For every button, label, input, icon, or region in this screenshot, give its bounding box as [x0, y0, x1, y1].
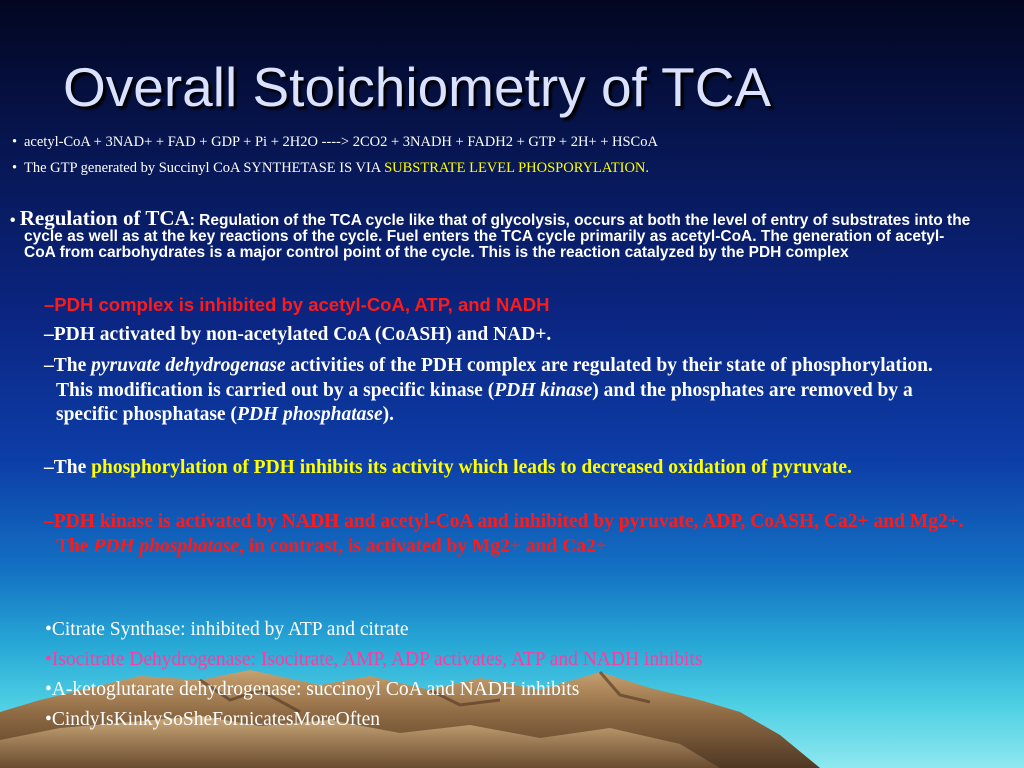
bullet-dot-icon: • — [10, 212, 20, 229]
pdh-activated-item — [44, 323, 971, 348]
pdh-state-italic-2: PDH kinase — [494, 379, 593, 401]
bullet-dot-icon: • — [12, 134, 18, 150]
enzyme-item-ketoglutarate-dehydrogenase — [45, 679, 579, 701]
kinase-text-1: PDH kinase is activated by NADH and acetyl-CoA and inhibited by pyruvate, ADP, CoASH, Ca2+ and Mg2+. The — [53, 511, 964, 557]
pdh-state-text-2: activities of the PDH complex are regulated by their state of phosphorylation. This modification is carried out by a specific kinase ( — [56, 355, 933, 401]
enzyme-item-mnemonic — [45, 709, 380, 731]
enzyme-item-isocitrate-dehydrogenase — [45, 649, 702, 671]
gtp-bullet — [12, 160, 649, 177]
phosphorylation-item — [44, 456, 971, 481]
gtp-text: The GTP generated by Succinyl CoA SYNTHETASE IS VIA — [24, 160, 385, 176]
pdh-state-italic-1: pyruvate dehydrogenase — [91, 355, 286, 376]
dash-icon: – — [44, 324, 54, 345]
pdh-inhibited-text: PDH complex is inhibited by acetyl-CoA, ATP, and NADH — [54, 294, 550, 315]
pdh-state-item — [44, 354, 971, 428]
enzyme-text-mnemonic: CindyIsKinkySoSheFornicatesMoreOften — [51, 709, 381, 730]
pdh-state-text-4: ). — [382, 404, 395, 425]
pdh-state-italic-3: PDH phosphatase — [236, 404, 383, 425]
bullet-dot-icon: • — [12, 160, 18, 176]
enzyme-text-ketoglutarate-dehydrogenase: A-ketoglutarate dehydrogenase: succinoyl CoA and NADH inhibits — [51, 679, 580, 700]
phosphorylation-text: The — [53, 457, 92, 478]
bullet-dot-icon: • — [45, 679, 52, 700]
kinase-italic: PDH phosphatase — [93, 535, 240, 557]
regulation-body: : Regulation of the TCA cycle like that of glycolysis, occurs at both the level of entry of substrates into the cycle as well as at the key reactions of the cycle. Fuel enters the TCA cycle primarily as acetyl-CoA. The generation of acetyl-CoA from carbohydrates is a major control point of the cycle. This is the reaction catalyzed by the PDH complex — [24, 212, 971, 261]
kinase-item — [44, 510, 971, 559]
phosphorylation-highlight: phosphorylation of PDH inhibits its activity which leads to decreased oxidation of pyruvate. — [91, 457, 852, 478]
enzyme-text-citrate-synthase: Citrate Synthase: inhibited by ATP and citrate — [51, 619, 409, 640]
dash-icon: – — [44, 457, 54, 478]
pdh-state-text-1: The — [53, 355, 92, 376]
slide-title: Overall Stoichiometry of TCA — [63, 56, 772, 118]
dash-icon: – — [44, 511, 54, 532]
bullet-dot-icon: • — [45, 709, 52, 730]
pdh-activated-text: PDH activated by non-acetylated CoA (CoASH) and NAD+. — [53, 324, 552, 345]
stoichiometry-bullet — [12, 134, 658, 151]
bullet-dot-icon: • — [45, 649, 52, 670]
bullet-dot-icon: • — [45, 619, 52, 640]
regulation-heading: Regulation of TCA — [19, 206, 190, 230]
gtp-highlight: SUBSTRATE LEVEL PHOSPORYLATION. — [384, 160, 650, 176]
dash-icon: – — [44, 294, 55, 315]
enzyme-item-citrate-synthase — [45, 619, 409, 641]
dash-icon: – — [44, 355, 54, 376]
pdh-inhibited-item — [44, 293, 971, 318]
stoichiometry-equation: acetyl-CoA + 3NAD+ + FAD + GDP + Pi + 2H2O ----> 2CO2 + 3NADH + FADH2 + GTP + 2H+ + HSCoA — [24, 134, 658, 150]
kinase-text-2: , in contrast, is activated by Mg2+ and Ca2+ — [239, 535, 607, 557]
regulation-paragraph — [10, 206, 974, 261]
enzyme-text-isocitrate-dehydrogenase: Isocitrate Dehydrogenase: Isocitrate, AMP, ADP activates, ATP and NADH inhibits — [51, 649, 703, 670]
pdh-state-text-3: ) and the phosphates are removed by a specific phosphatase ( — [56, 379, 913, 425]
